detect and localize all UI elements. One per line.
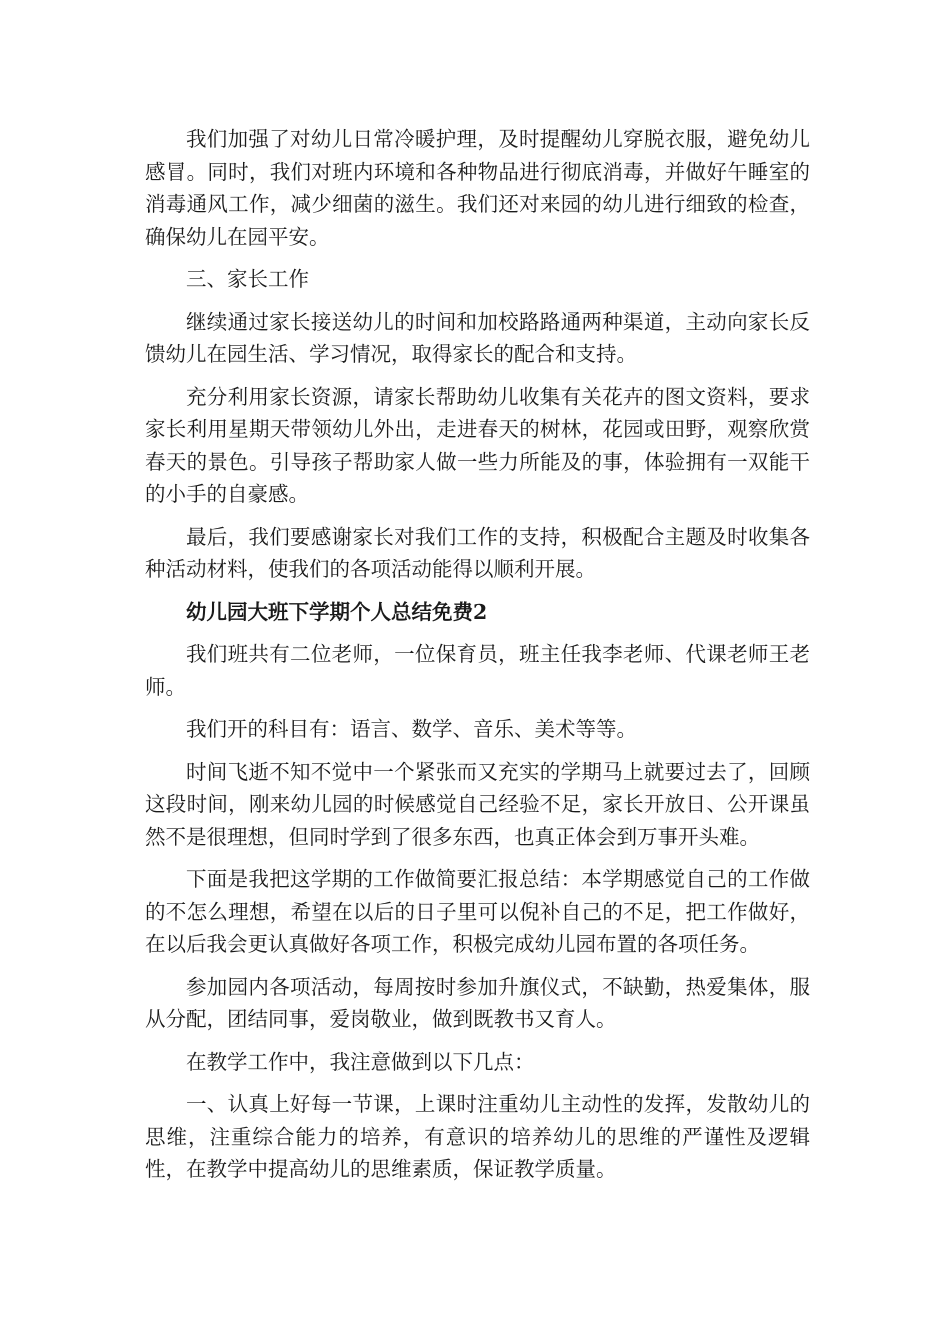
paragraph-teaching-point-1: 一、认真上好每一节课，上课时注重幼儿主动性的发挥，发散幼儿的思维，注重综合能力的培养，有意识的培养幼儿的思维的严谨性及逻辑性，在教学中提高幼儿的思维素质，保证教学质量。 — [145, 1092, 810, 1181]
article-heading: 幼儿园大班下学期个人总结免费2 — [186, 599, 488, 624]
paragraph-subjects: 我们开的科目有：语言、数学、音乐、美术等等。 — [186, 717, 637, 741]
paragraph-health-care: 我们加强了对幼儿日常冷暖护理，及时提醒幼儿穿脱衣服，避免幼儿感冒。同时，我们对班内环境和各种物品进行彻底消毒，并做好午睡室的消毒通风工作，减少细菌的滋生。我们还对来园的幼儿进行细致的检查，确保幼儿在园平安。 — [145, 127, 810, 249]
paragraph-thanks: 最后，我们要感谢家长对我们工作的支持，积极配合主题及时收集各种活动材料，使我们的各项活动能得以顺利开展。 — [145, 524, 810, 581]
paragraph-parent-resources: 充分利用家长资源，请家长帮助幼儿收集有关花卉的图文资料，要求家长利用星期天带领幼儿外出，走进春天的树林，花园或田野，观察欣赏春天的景色。引导孩子帮助家人做一些力所能及的事，体验拥有一双能干的小手的自豪感。 — [145, 384, 810, 506]
document-body — [145, 123, 810, 1196]
paragraph-class-staff: 我们班共有二位老师，一位保育员，班主任我李老师、代课老师王老师。 — [145, 642, 810, 699]
paragraph-parent-communication: 继续通过家长接送幼儿的时间和加校路路通两种渠道，主动向家长反馈幼儿在园生活、学习情况，取得家长的配合和支持。 — [145, 309, 810, 366]
paragraph-summary-intro: 下面是我把这学期的工作做简要汇报总结：本学期感觉自己的工作做的不怎么理想，希望在以后的日子里可以倪补自己的不足，把工作做好，在以后我会更认真做好各项工作，积极完成幼儿园布置的各项任务。 — [145, 867, 810, 956]
paragraph-teaching-intro: 在教学工作中，我注意做到以下几点： — [186, 1049, 535, 1074]
paragraph-activities: 参加园内各项活动，每周按时参加升旗仪式，不缺勤，热爱集体，服从分配，团结同事，爱岗敬业，做到既教书又育人。 — [145, 974, 810, 1031]
section-heading-parent-work: 三、家长工作 — [186, 267, 309, 291]
paragraph-reflection: 时间飞逝不知不觉中一个紧张而又充实的学期马上就要过去了，回顾这段时间，刚来幼儿园的时候感觉自己经验不足，家长开放日、公开课虽然不是很理想，但同时学到了很多东西，也真正体会到万事开头难。 — [145, 759, 810, 849]
